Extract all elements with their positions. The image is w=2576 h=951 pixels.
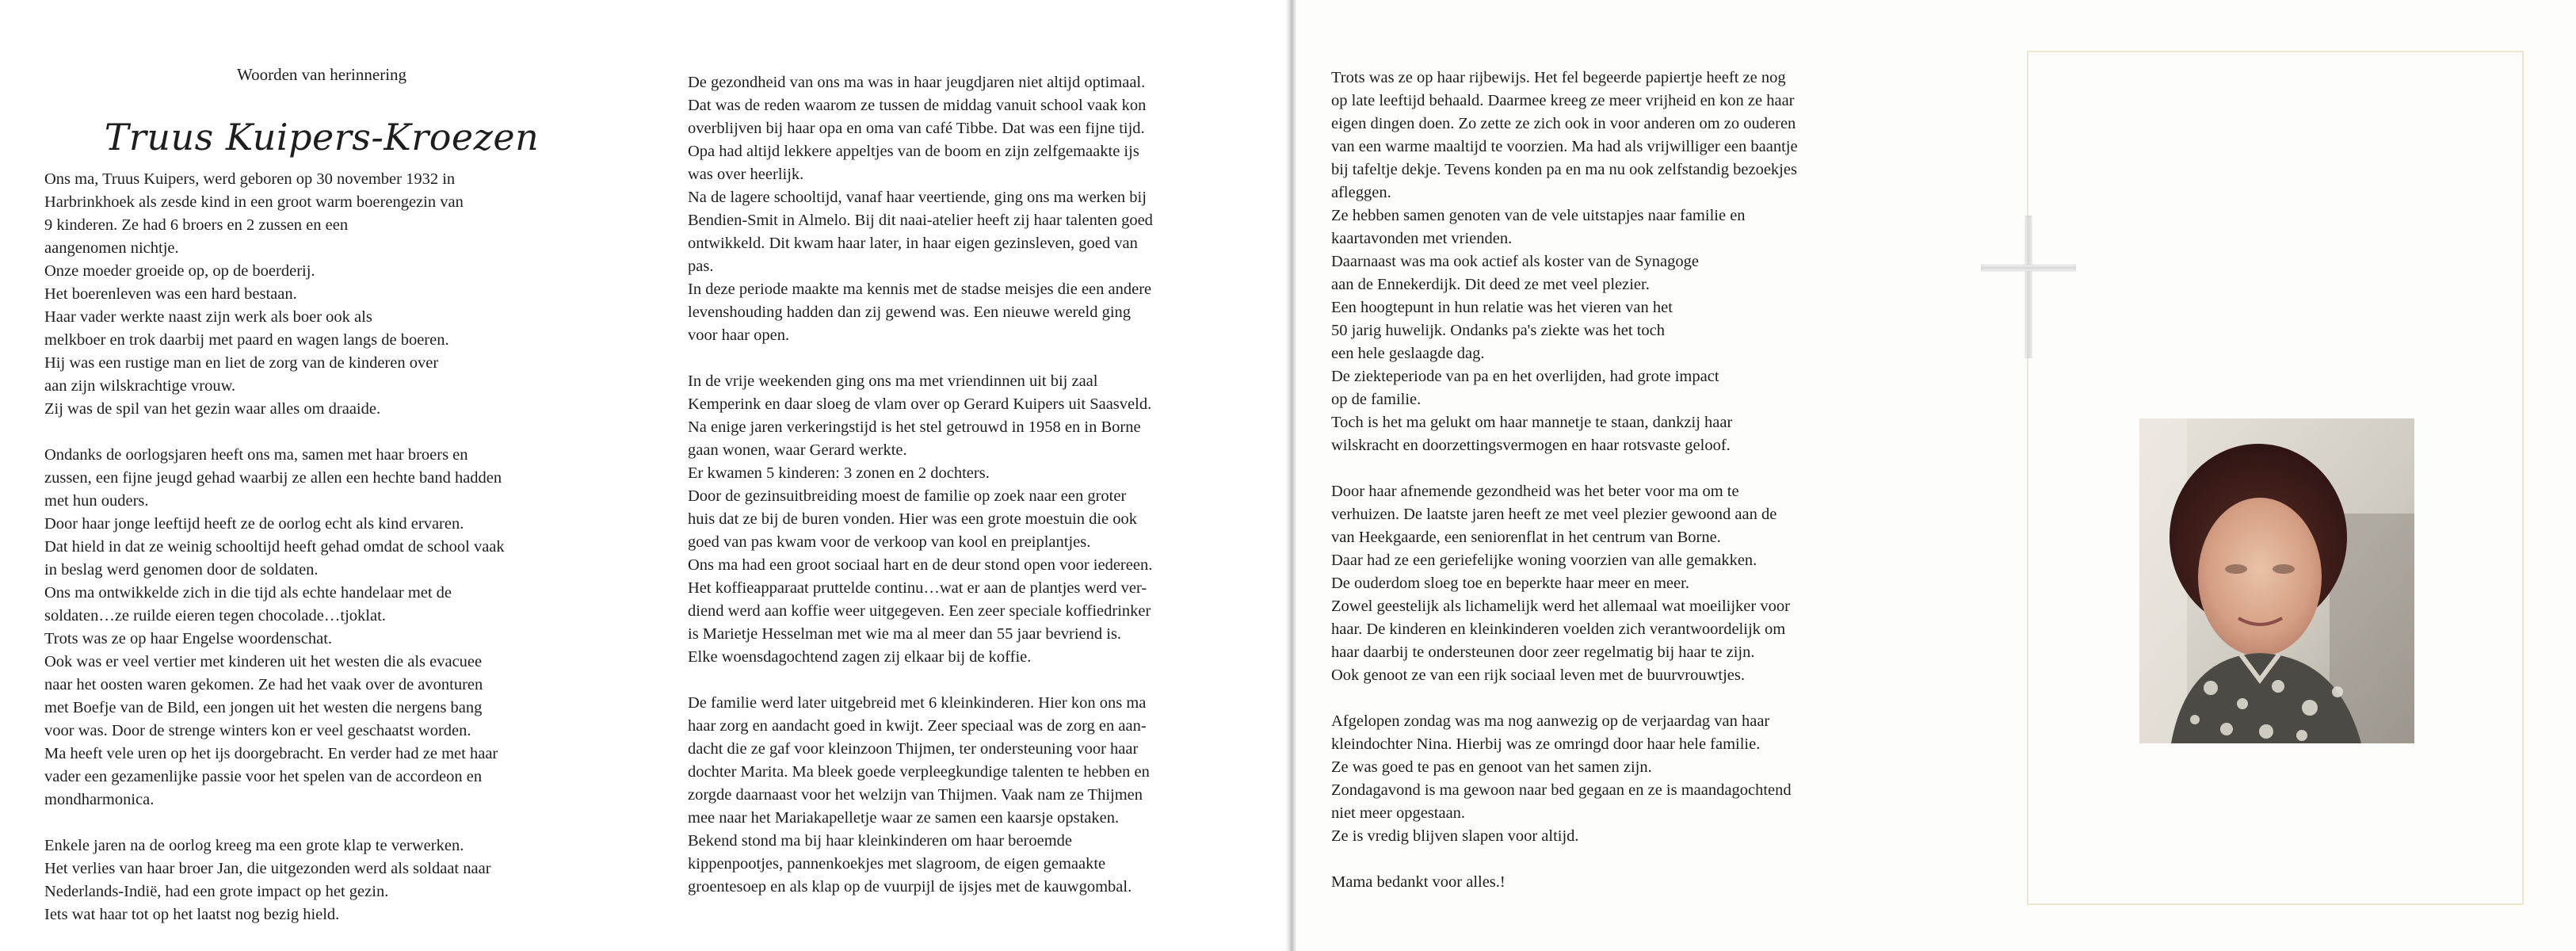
- text-line: Kemperink en daar sloeg de vlam over op Gerard Kuipers uit Saasveld.: [688, 395, 1152, 413]
- text-line: ontwikkeld. Dit kwam haar later, in haar eigen gezinsleven, goed van: [688, 235, 1138, 252]
- text-line: aan zijn wilskrachtige vrouw.: [44, 377, 236, 395]
- paragraph-gap: [1331, 687, 1798, 710]
- text-line: was over heerlijk.: [688, 166, 804, 183]
- text-line: kippenpootjes, pannenkoekjes met slagroom, de eigen gemaakte: [688, 855, 1106, 873]
- text-line: verhuizen. De laatste jaren heeft ze met veel plezier gewoond aan de: [1331, 506, 1777, 523]
- text-line: Daarnaast was ma ook actief als koster van de Synagoge: [1331, 253, 1699, 270]
- text-line: In de vrije weekenden ging ons ma met vriendinnen uit bij zaal: [688, 372, 1098, 390]
- text-line: Ondanks de oorlogsjaren heeft ons ma, samen met haar broers en: [44, 446, 468, 464]
- text-line: voor haar open.: [688, 327, 790, 344]
- text-line: naar het oosten waren gekomen. Ze had het vaak over de avonturen: [44, 676, 483, 693]
- text-line: kleindochter Nina. Hierbij was ze omringd door haar hele familie.: [1331, 735, 1761, 753]
- fold-line: [1285, 0, 1296, 951]
- text-line: Ma heeft vele uren op het ijs doorgebracht. En verder had ze met haar: [44, 745, 498, 762]
- text-line: eigen dingen doen. Zo zette ze zich ook in voor anderen om zo ouderen: [1331, 115, 1796, 132]
- text-line: op late leeftijd behaald. Daarmee kreeg ze meer vrijheid en kon ze haar: [1331, 92, 1795, 109]
- text-line: De familie werd later uitgebreid met 6 kleinkinderen. Hier kon ons ma: [688, 694, 1147, 712]
- text-line: Daar had ze een geriefelijke woning voorzien van alle gemakken.: [1331, 552, 1757, 569]
- text-line: dacht die ze gaf voor kleinzoon Thijmen, ter ondersteuning voor haar: [688, 740, 1139, 758]
- text-line: Ons ma, Truus Kuipers, werd geboren op 30 november 1932 in: [44, 170, 456, 188]
- text-line: Zondagavond is ma gewoon naar bed gegaan en ze is maandagochtend: [1331, 781, 1792, 799]
- text-line: 50 jarig huwelijk. Ondanks pa's ziekte was het toch: [1331, 322, 1665, 339]
- text-line: vader een gezamenlijke passie voor het spelen van de accordeon en: [44, 768, 483, 785]
- text-line: Iets wat haar tot op het laatst nog bezig hield.: [44, 906, 340, 923]
- text-line: afleggen.: [1331, 184, 1391, 201]
- text-line: Haar vader werkte naast zijn werk als boer ook als: [44, 308, 372, 326]
- text-line: aangenomen nichtje.: [44, 239, 179, 257]
- text-line: Opa had altijd lekkere appeltjes van de boom en zijn zelfgemaakte ijs: [688, 143, 1139, 160]
- text-line: een hele geslaagde dag.: [1331, 345, 1485, 362]
- text-line: Ze hebben samen genoten van de vele uitstapjes naar familie en: [1331, 207, 1746, 224]
- text-line: Trots was ze op haar Engelse woordenschat.: [44, 630, 333, 647]
- text-line: zorgde daarnaast voor het welzijn van Thijmen. Vaak nam ze Thijmen: [688, 786, 1143, 804]
- text-line: Het koffieapparaat pruttelde continu…wat er aan de plantjes werd ver-: [688, 579, 1147, 597]
- text-line: Er kwamen 5 kinderen: 3 zonen en 2 dochters.: [688, 464, 990, 482]
- paragraph-gap: [1331, 848, 1798, 871]
- text-column-2: [688, 71, 1153, 899]
- text-line: Het boerenleven was een hard bestaan.: [44, 285, 297, 303]
- paragraph-gap: [44, 812, 505, 835]
- text-line: Dat was de reden waarom ze tussen de middag vanuit school vaak kon: [688, 97, 1147, 114]
- paragraph-gap: [688, 669, 1153, 692]
- text-line: melkboer en trok daarbij met paard en wagen langs de boeren.: [44, 331, 449, 349]
- text-line: Toch is het ma gelukt om haar mannetje te staan, dankzij haar: [1331, 414, 1733, 431]
- text-line: van een warme maaltijd te voorzien. Ma had als vrijwilliger een baantje: [1331, 138, 1798, 155]
- deceased-name: Truus Kuipers-Kroezen: [104, 116, 540, 158]
- text-line: niet meer opgestaan.: [1331, 804, 1466, 822]
- text-line: Na de lagere schooltijd, vanaf haar veertiende, ging ons ma werken bij: [688, 189, 1147, 206]
- text-line: In deze periode maakte ma kennis met de stadse meisjes die een andere: [688, 281, 1152, 298]
- text-line: dochter Marita. Ma bleek goede verpleegkundige talenten te hebben en: [688, 763, 1150, 781]
- text-line: in beslag werd genomen door de soldaten.: [44, 561, 319, 579]
- text-line: Elke woensdagochtend zagen zij elkaar bij de koffie.: [688, 648, 1032, 666]
- text-line: Harbrinkhoek als zesde kind in een groot warm boerengezin van: [44, 193, 464, 211]
- text-line: levenshouding hadden dan zij gewend was. Een nieuwe wereld ging: [688, 304, 1132, 321]
- text-line: Ons ma had een groot sociaal hart en de deur stond open voor iedereen.: [688, 556, 1153, 574]
- text-line: Bekend stond ma bij haar kleinkinderen om haar beroemde: [688, 832, 1073, 850]
- text-line: Zowel geestelijk als lichamelijk werd het allemaal wat moeilijker voor: [1331, 598, 1790, 615]
- text-line: Ze was goed te pas en genoot van het samen zijn.: [1331, 758, 1652, 776]
- text-line: bij tafeltje dekje. Tevens konden pa en ma nu ook zelfstandig bezoekjes: [1331, 161, 1797, 178]
- text-line: Hij was een rustige man en liet de zorg van de kinderen over: [44, 354, 439, 372]
- text-line: De ziekteperiode van pa en het overlijden, had grote impact: [1331, 368, 1719, 385]
- text-line: Afgelopen zondag was ma nog aanwezig op de verjaardag van haar: [1331, 712, 1770, 730]
- text-line: wilskracht en doorzettingsvermogen en haar rotsvaste geloof.: [1331, 437, 1731, 454]
- text-line: aan de Ennekerdijk. Dit deed ze met veel plezier.: [1331, 276, 1650, 293]
- text-line: haar zorg en aandacht goed in kwijt. Zeer speciaal was de zorg en aan-: [688, 717, 1147, 735]
- text-line: met Boefje van de Bild, een jongen uit het westen die nergens bang: [44, 699, 483, 716]
- heading-remembrance: Woorden van herinnering: [236, 65, 407, 84]
- text-line: soldaten…ze ruilde eieren tegen chocolade…tjoklat.: [44, 607, 386, 624]
- text-line: Door de gezinsuitbreiding moest de familie op zoek naar een groter: [688, 487, 1127, 505]
- text-line: zussen, een fijne jeugd gehad waarbij ze allen een hechte band hadden: [44, 469, 502, 487]
- text-line: Door haar afnemende gezondheid was het beter voor ma om te: [1331, 483, 1739, 500]
- text-column-3: [1331, 67, 1798, 894]
- text-line: Dat hield in dat ze weinig schooltijd heeft gehad omdat de school vaak: [44, 538, 505, 556]
- text-line: haar. De kinderen en kleinkinderen voelden zich verantwoordelijk om: [1331, 621, 1786, 638]
- text-line: Na enige jaren verkeringstijd is het stel getrouwd in 1958 en in Borne: [688, 418, 1141, 436]
- portrait-photo: [2139, 418, 2414, 743]
- text-line: Nederlands-Indië, had een grote impact op het gezin.: [44, 883, 389, 900]
- text-line: 9 kinderen. Ze had 6 broers en 2 zussen en een: [44, 216, 349, 234]
- text-line: groentesoep en als klap op de vuurpijl de ijsjes met de kauwgombal.: [688, 878, 1132, 896]
- text-line: goed van pas kwam voor de verkoop van kool en preiplantjes.: [688, 533, 1091, 551]
- text-line: Door haar jonge leeftijd heeft ze de oorlog echt als kind ervaren.: [44, 515, 464, 533]
- text-line: voor was. Door de strenge winters kon er veel geschaatst worden.: [44, 722, 471, 739]
- text-line: pas.: [688, 258, 714, 275]
- text-line: Het verlies van haar broer Jan, die uitgezonden werd als soldaat naar: [44, 860, 491, 877]
- text-column-1: [44, 168, 505, 926]
- text-line: Onze moeder groeide op, op de boerderij.: [44, 262, 315, 280]
- text-line: Ons ma ontwikkelde zich in die tijd als echte handelaar met de: [44, 584, 452, 602]
- text-line: Ook was er veel vertier met kinderen uit het westen die als evacuee: [44, 653, 483, 670]
- paragraph-gap: [44, 421, 505, 444]
- text-line: gaan wonen, waar Gerard werkte.: [688, 441, 907, 459]
- text-line: diend werd aan koffie weer uitgegeven. Een zeer speciale koffiedrinker: [688, 602, 1151, 620]
- text-line: mee naar het Mariakapelletje waar ze samen een kaarsje opstaken.: [688, 809, 1120, 827]
- text-line: Mama bedankt voor alles.!: [1331, 873, 1506, 891]
- text-line: kaartavonden met vrienden.: [1331, 230, 1513, 247]
- text-line: mondharmonica.: [44, 791, 155, 808]
- text-line: Bendien-Smit in Almelo. Bij dit naai-atelier heeft zij haar talenten goed: [688, 212, 1153, 229]
- text-line: De ouderdom sloeg toe en beperkte haar meer en meer.: [1331, 575, 1689, 592]
- text-line: huis dat ze bij de buren vonden. Hier was een grote moestuin die ook: [688, 510, 1138, 528]
- text-line: Zij was de spil van het gezin waar alles om draaide.: [44, 400, 381, 418]
- paragraph-gap: [1331, 457, 1798, 480]
- text-line: Enkele jaren na de oorlog kreeg ma een grote klap te verwerken.: [44, 837, 464, 854]
- text-line: haar daarbij te ondersteunen door zeer regelmatig bij haar te zijn.: [1331, 644, 1755, 661]
- text-line: op de familie.: [1331, 391, 1422, 408]
- text-line: Ze is vredig blijven slapen voor altijd.: [1331, 827, 1579, 845]
- cross-icon: [1981, 216, 2076, 358]
- paragraph-gap: [688, 347, 1153, 370]
- text-line: Ook genoot ze van een rijk sociaal leven met de buurvrouwtjes.: [1331, 666, 1746, 684]
- text-line: Een hoogtepunt in hun relatie was het vieren van het: [1331, 299, 1673, 316]
- text-line: overblijven bij haar opa en oma van café Tibbe. Dat was een fijne tijd.: [688, 120, 1145, 137]
- text-line: is Marietje Hesselman met wie ma al meer dan 55 jaar bevriend is.: [688, 625, 1122, 643]
- text-line: van Heekgaarde, een seniorenflat in het centrum van Borne.: [1331, 529, 1721, 546]
- text-line: met hun ouders.: [44, 492, 149, 510]
- text-line: De gezondheid van ons ma was in haar jeugdjaren niet altijd optimaal.: [688, 74, 1146, 91]
- text-line: Trots was ze op haar rijbewijs. Het fel begeerde papiertje heeft ze nog: [1331, 69, 1786, 86]
